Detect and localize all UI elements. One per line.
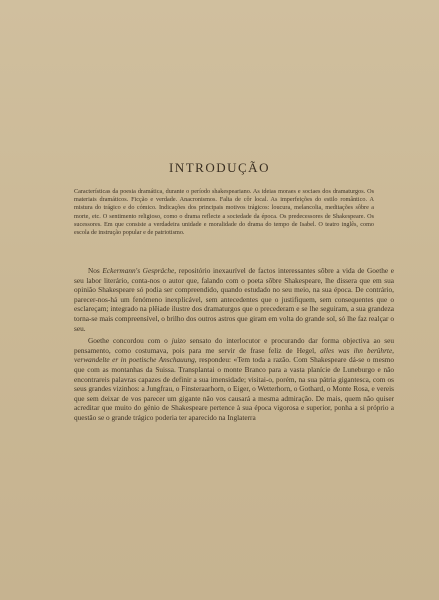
german-quote-italic: alles was ihn berührte, verwandelte er in poetische Anschauung xyxy=(74,345,395,365)
paragraph-2-start: Goethe concordou com o xyxy=(88,336,172,346)
body-text xyxy=(74,266,394,426)
paragraph-1-start: Nos xyxy=(88,266,103,275)
paragraph-2-rest: , respondeu: «Tem toda a razão. Com Shakespeare dá-se o mesmo que com as montanhas da Suissa. Transplantai o monte Branco para a vasta planície de Luneburgo e não encontrareis palavras capazes de definir a sua imensidade; visitai-o, porém, na sua pátria gigantesca, com os seus grandes vizinhos: a Jungfrau, o Finsteraarhorn, o Eiger, o Wetterhorn, o Gothard, o Monte Rosa, e vereis que sem deixar de vos parecer um gigante não vos causará a mesma admiração. De mais, quem não quiser acreditar que muito do génio de Shakespeare pertence à sua época vigorosa e superior, ponha a si próprio a questão se o grande trágico poderia ter aparecido na Inglaterra xyxy=(74,355,394,422)
book-title-italic: Eckermann's Gespräche xyxy=(102,266,175,275)
paragraph-1 xyxy=(74,266,394,333)
chapter-title: INTRODUÇÃO xyxy=(169,160,270,175)
summary-text: Características da poesia dramática, durante o período shakespeariano. As ideias moraes e sociaes dos dramaturgos. Os materiais dramáticos. Ficção e verdade. Anacronismos. Falta de côr local. As imperfeições do estilo romântico. A mistura do trágico e do cómico. Indicações dos principais motivos trágicos: loucura, melancolia, meditações sôbre a morte, etc. O sentimento religioso, como o drama reflecte a sociedade da época. Os predecessores de Shakespeare. Os sucessores. Em que consiste a verdadeira unidade e moralidade do drama do tempo de Isabel. O teatro inglês, como escola de instrução popular e de patriotismo. xyxy=(74,188,374,237)
paragraph-2-mid: sensato do interlocutor e procurando dar forma objectiva ao seu pensamento, como costumava, pois para me servir de frase feliz de Hegel, xyxy=(74,336,394,355)
chapter-summary xyxy=(74,188,374,237)
italic-word: juizo xyxy=(171,336,186,346)
paragraph-1-rest: , repositório inexaurível de factos interessantes sôbre a vida de Goethe e seu labor literário, conta-nos o autor que, falando com o poeta sôbre Shakespeare, lhe dissera que em sua opinião Shakespeare só podia ser compreendido, quando estudado no seu meio, na sua época. De contrário, parecer-nos-há um fenómeno inexplicável, sem antecedentes que o justifiquem, sem consequentes que o esclareçam; integrado na plêiade ilustre dos dramaturgos que o precederam e se lhe seguiram, a sua grandeza torna-se mais compreensível, o brilho dos outros astros que giram em volta do grande sol, só lhe faz realçar o seu. xyxy=(74,266,394,333)
paragraph-2 xyxy=(74,336,394,422)
